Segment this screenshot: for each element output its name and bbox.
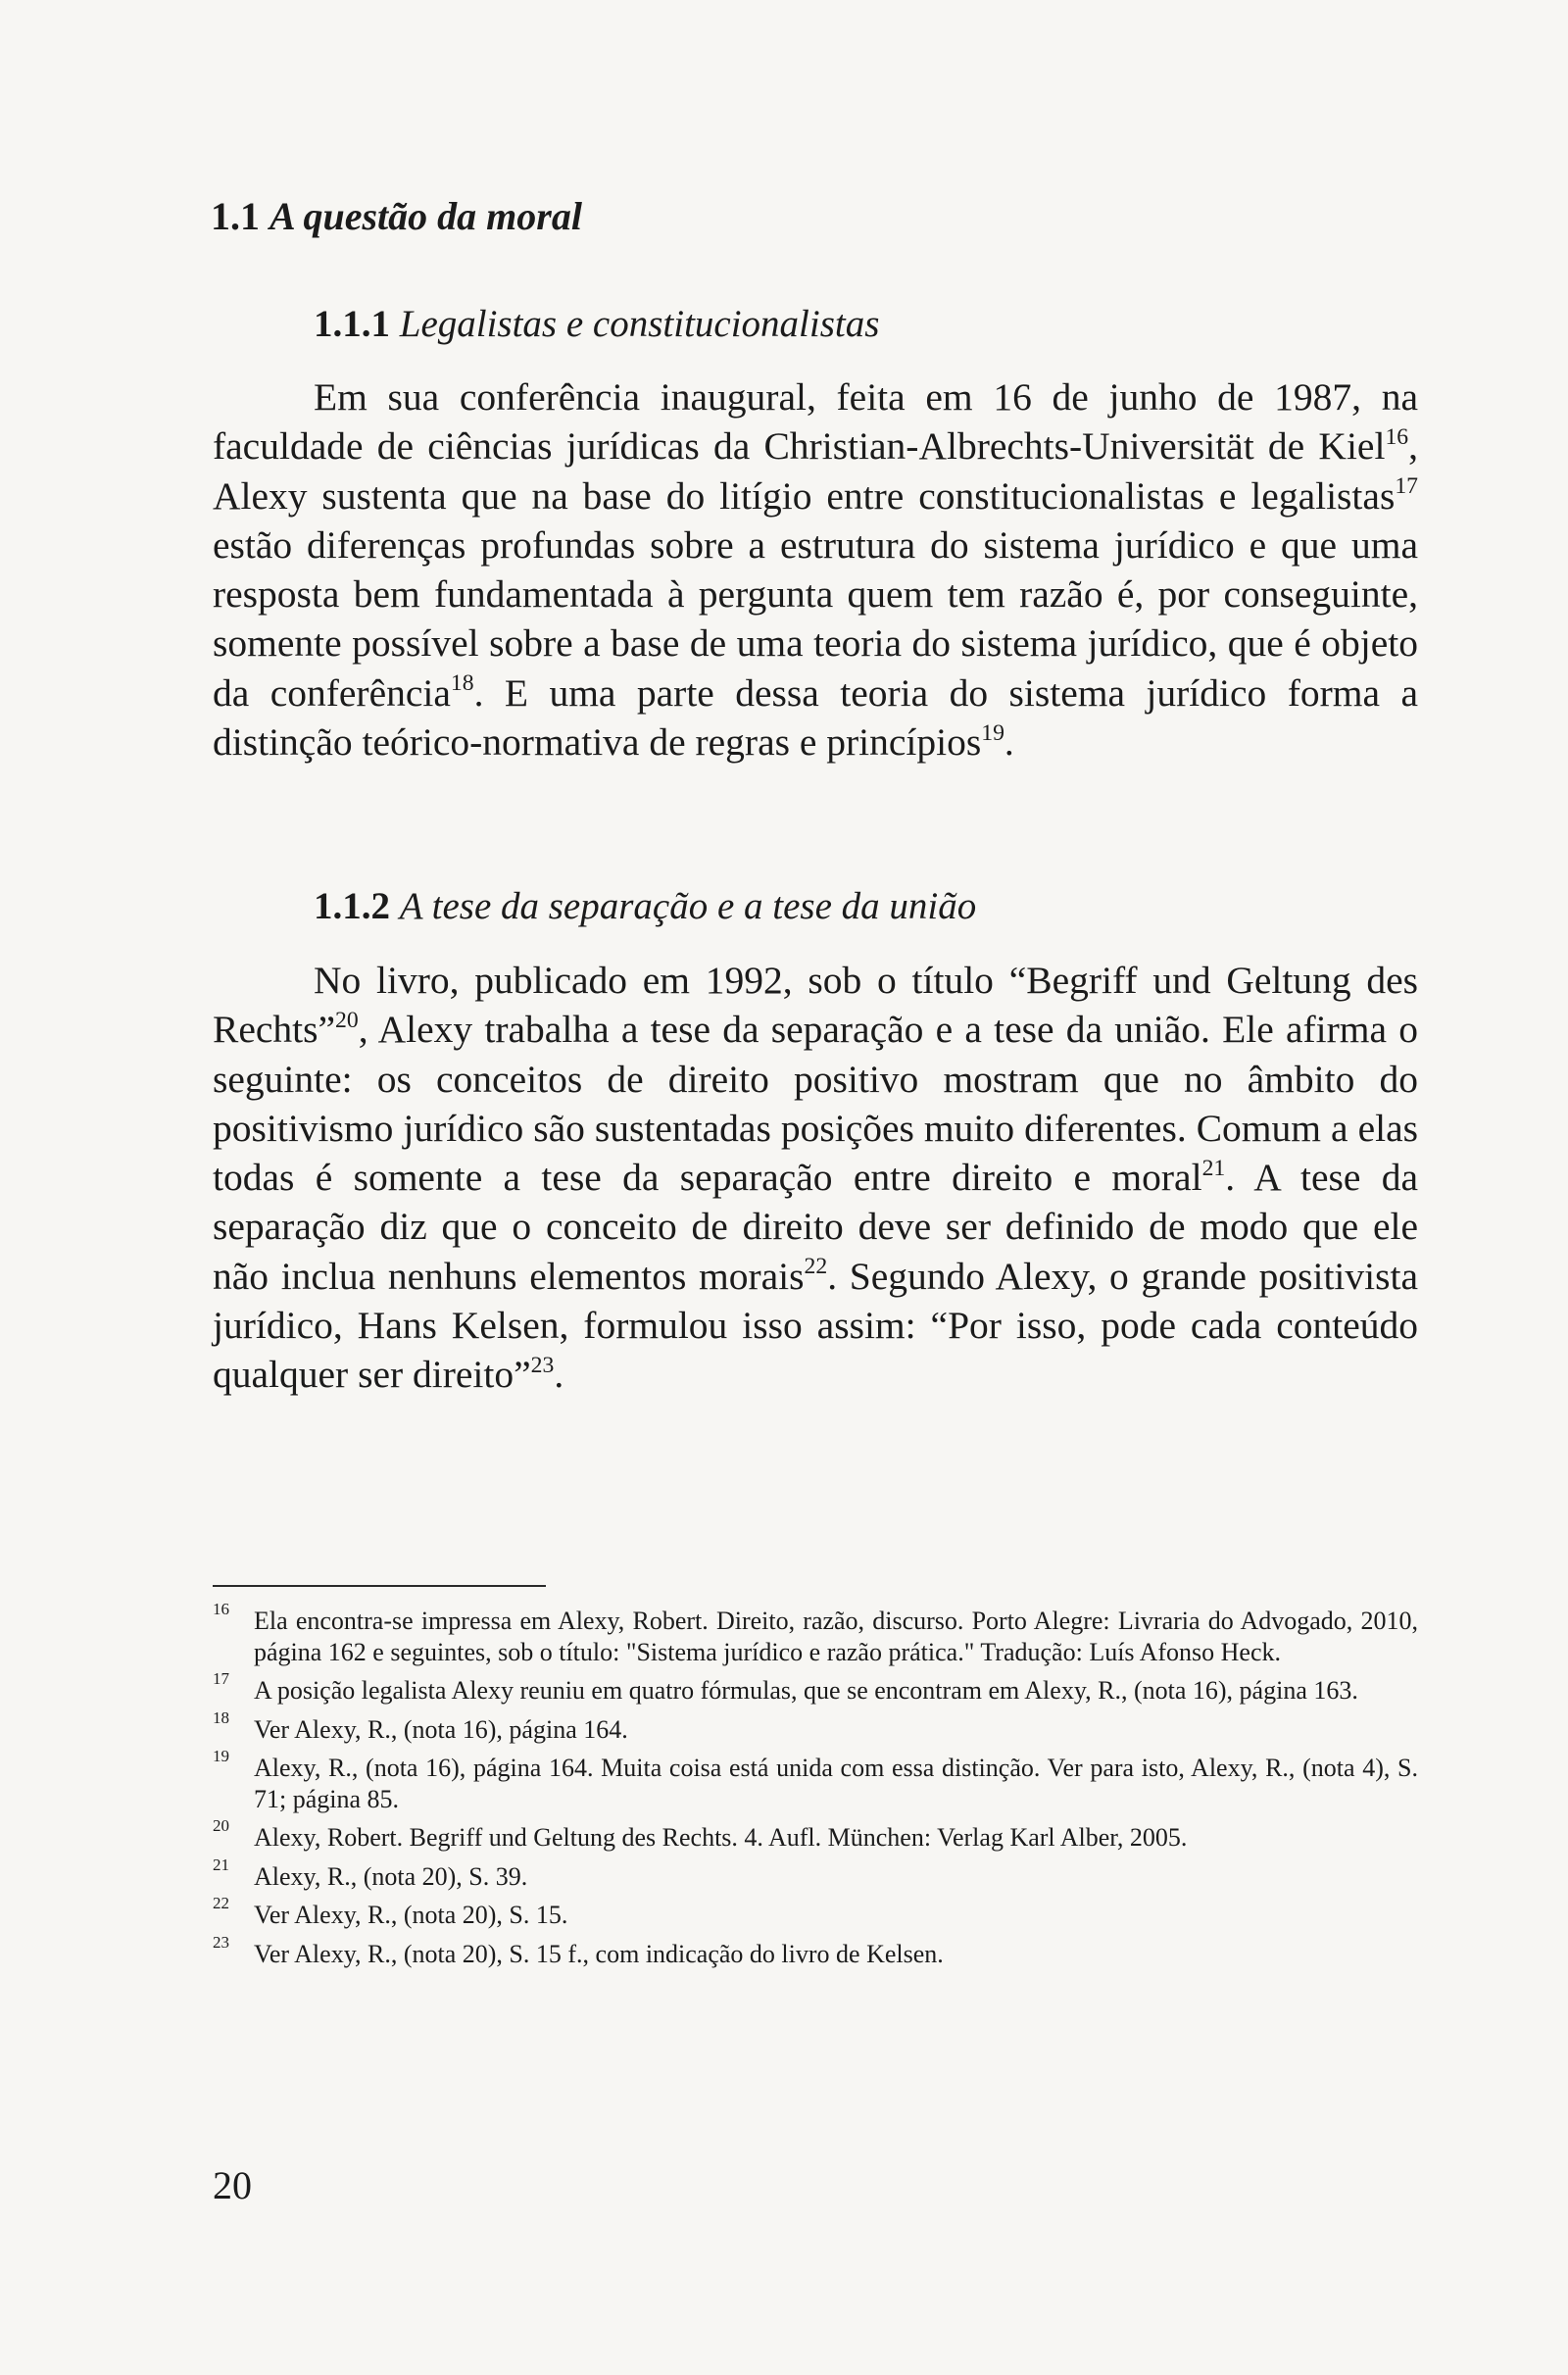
footnote-number: 22 — [213, 1894, 229, 1912]
page-number: 20 — [213, 2163, 252, 2207]
section-title: A questão da moral — [270, 194, 582, 238]
section-number: 1.1 — [211, 194, 260, 238]
footnote-ref[interactable]: 17 — [1395, 473, 1418, 500]
footnote-text: Ver Alexy, R., (nota 20), S. 15. — [254, 1901, 568, 1929]
paragraph-text: . E uma parte dessa teoria do sistema jurídico forma a distinção teórico-normativa de regras e princípios — [213, 670, 1418, 765]
footnote — [213, 1855, 1418, 1893]
subsection-heading-legalistas — [314, 300, 879, 349]
footnote-text: Ela encontra-se impressa em Alexy, Robert. Direito, razão, discurso. Porto Alegre: Livraria do Advogado, 2010, página 162 e seguintes, sob o título: "Sistema jurídico e razão prática." Tradução: Luís Afonso Heck. — [254, 1607, 1418, 1666]
footnote-number: 19 — [213, 1747, 229, 1765]
subsection-number: 1.1.1 — [314, 303, 390, 345]
footnote-number: 17 — [213, 1669, 229, 1688]
footnote-text: Alexy, Robert. Begriff und Geltung des Rechts. 4. Aufl. München: Verlag Karl Alber, 2005. — [254, 1823, 1188, 1852]
footnote-number: 18 — [213, 1707, 229, 1727]
paragraph-text: No livro, publicado em 1992, sob o título “Begriff und Geltung des Rechts” — [213, 959, 1418, 1052]
footnote — [213, 1816, 1418, 1854]
paragraph-text: . — [1004, 720, 1014, 765]
footnote-separator — [213, 1585, 546, 1587]
footnote-number: 20 — [213, 1816, 229, 1835]
paragraph-text: Em sua conferência inaugural, feita em 16 de junho de 1987, na faculdade de ciências jurídicas da Christian-Albrechts-Universität de Kiel — [213, 375, 1418, 469]
subsection-title: A tese da separação e a tese da união — [399, 885, 977, 927]
footnote-ref[interactable]: 18 — [450, 670, 474, 697]
footnote-ref[interactable]: 19 — [981, 719, 1004, 746]
footnote-text: A posição legalista Alexy reuniu em quatro fórmulas, que se encontram em Alexy, R., (nota 16), página 163. — [254, 1676, 1358, 1705]
footnote — [213, 1669, 1418, 1707]
footnote — [213, 1932, 1418, 1970]
paragraph-text: estão diferenças profundas sobre a estrutura do sistema jurídico e que uma resposta bem fundamentada à pergunta quem tem razão é, por conseguinte, somente possível sobre a base de uma teoria do sistema jurídico, que é objeto da conferência — [213, 522, 1418, 715]
paragraph-text: , Alexy sustenta que na base do litígio entre constitucionalistas e legalistas — [213, 424, 1418, 518]
footnote-ref[interactable]: 21 — [1201, 1155, 1226, 1181]
paragraph-text: . A tese da separação diz que o conceito de direito deve ser definido de modo que ele não inclua nenhuns elementos morais — [213, 1156, 1419, 1298]
footnote-text: Ver Alexy, R., (nota 20), S. 15 f., com indicação do livro de Kelsen. — [254, 1939, 944, 1968]
subsection-number: 1.1.2 — [314, 885, 390, 927]
footnote-ref[interactable]: 16 — [1385, 423, 1409, 450]
section-heading — [211, 192, 582, 241]
footnote-text: Ver Alexy, R., (nota 16), página 164. — [254, 1714, 628, 1744]
footnote — [213, 1707, 1418, 1746]
footnote-number: 21 — [213, 1855, 229, 1874]
paragraph-text: . — [554, 1353, 564, 1397]
paragraph-text: , Alexy trabalha a tese da separação e a tese da união. Ele afirma o seguinte: os conceitos de direito positivo mostram que no âmbito do positivismo jurídico são sustentadas posições muito diferentes. Comum a elas todas é somente a tese da separação entre direito e moral — [213, 1008, 1418, 1200]
footnote — [213, 1600, 1418, 1667]
footnote-ref[interactable]: 23 — [530, 1353, 555, 1379]
footnote-number: 16 — [213, 1600, 229, 1618]
subsection-heading-separacao — [314, 882, 976, 931]
footnote-ref[interactable]: 22 — [804, 1254, 828, 1280]
footnote — [213, 1747, 1418, 1814]
subsection-title: Legalistas e constitucionalistas — [399, 303, 880, 345]
footnote-number: 23 — [213, 1932, 229, 1952]
footnote-ref[interactable]: 20 — [335, 1007, 359, 1033]
footnote-text: Alexy, R., (nota 16), página 164. Muita coisa está unida com essa distinção. Ver para isto, Alexy, R., (nota 4), S. 71; página 85. — [254, 1754, 1418, 1813]
body-paragraph-legalistas — [213, 372, 1418, 767]
footnote — [213, 1894, 1418, 1931]
footnote-text: Alexy, R., (nota 20), S. 39. — [254, 1861, 528, 1891]
paragraph-text: . Segundo Alexy, o grande positivista jurídico, Hans Kelsen, formulou isso assim: “Por isso, pode cada conteúdo qualquer ser direito” — [213, 1254, 1418, 1397]
footnotes-list — [213, 1600, 1418, 1977]
body-paragraph-separacao — [213, 956, 1418, 1400]
